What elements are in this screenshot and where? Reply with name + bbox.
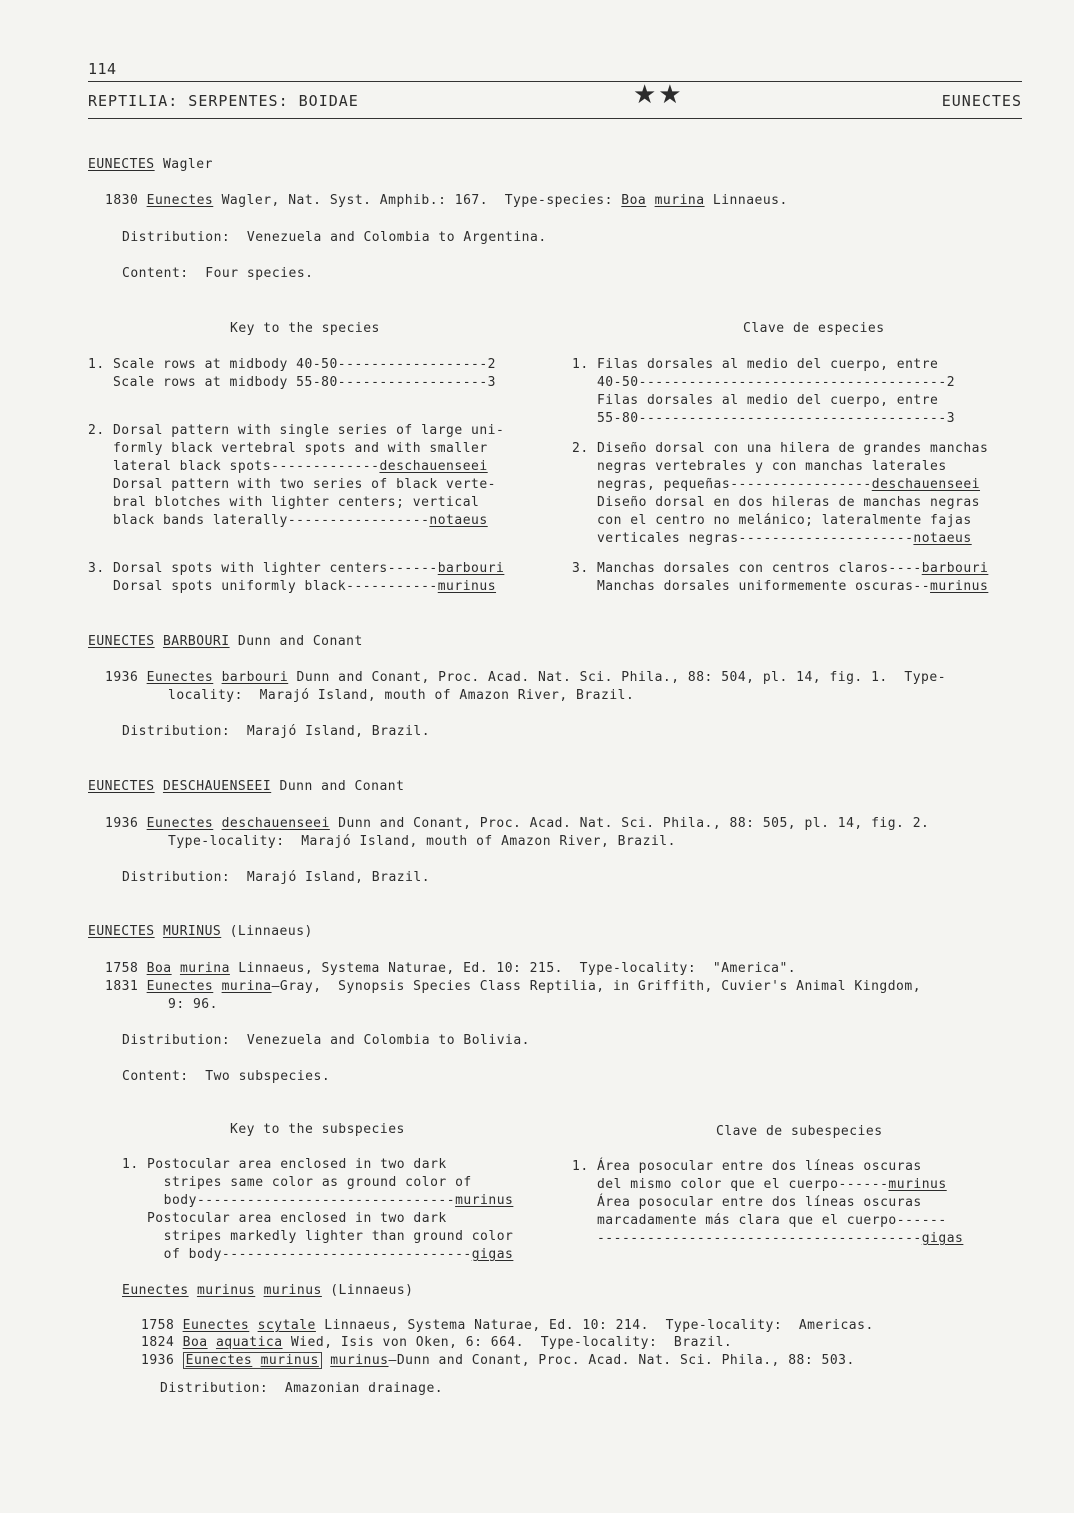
key-line: 3. Manchas dorsales con centros claros----barbouri (572, 561, 989, 576)
key-line: marcadamente más clara que el cuerpo------ (572, 1213, 947, 1228)
key-line: body-------------------------------murinus (122, 1193, 514, 1208)
murinus-synonym-1: 1758 Boa murina Linnaeus, Systema Naturae, Ed. 10: 215. Type-locality: "America". (105, 961, 797, 976)
key-line: 1. Postocular area enclosed in two dark (122, 1157, 447, 1172)
subspecies-key-es (572, 1158, 963, 1248)
species-key-title-es: Clave de especies (743, 321, 885, 336)
key-line: black bands laterally-----------------notaeus (88, 513, 488, 528)
key-line: Diseño dorsal en dos hileras de manchas negras (572, 495, 981, 510)
key-line: Dorsal spots uniformly black-----------murinus (88, 579, 497, 594)
key-line: ---------------------------------------gigas (572, 1231, 964, 1246)
key-taxon: notaeus (429, 513, 488, 528)
murinus-synonym-2: 1831 Eunectes murina—Gray, Synopsis Species Class Reptilia, in Griffith, Cuvier's Animal Kingdom, (105, 979, 922, 994)
key-line: negras vertebrales y con manchas laterales (572, 459, 947, 474)
murinus-murinus-synonym-2: 1824 Boa aquatica Wied, Isis von Oken, 6: 664. Type-locality: Brazil. (141, 1335, 733, 1350)
key-taxon: barbouri (437, 561, 505, 576)
key-taxon: murinus (455, 1193, 514, 1208)
murinus-murinus-synonym-3: 1936 Eunectes murinus murinus—Dunn and Conant, Proc. Acad. Nat. Sci. Phila., 88: 503. (141, 1353, 855, 1368)
key-line: Dorsal pattern with two series of black verte- (88, 477, 497, 492)
key-line: lateral black spots-------------deschauenseei (88, 459, 488, 474)
key-line: Manchas dorsales uniformemente oscuras--murinus (572, 579, 989, 594)
key-taxon: murinus (437, 579, 497, 594)
key-line: 2. Diseño dorsal con una hilera de grandes manchas (572, 441, 989, 456)
key-taxon: murinus (930, 579, 989, 594)
key-line: con el centro no melánico; lateralmente fajas (572, 513, 972, 528)
murinus-distribution: Distribution: Venezuela and Colombia to Bolivia. (122, 1033, 531, 1048)
key-line: 3. Dorsal spots with lighter centers------barbouri (88, 561, 505, 576)
key-line: 1. Área posocular entre dos líneas oscuras (572, 1159, 922, 1174)
key-line: formly black vertebral spots and with smaller (88, 441, 488, 456)
genus-heading: EUNECTES Wagler (88, 157, 213, 172)
key-taxon: gigas (921, 1231, 964, 1246)
key-line: stripes same color as ground color of (122, 1175, 472, 1190)
key-line: 1. Filas dorsales al medio del cuerpo, entre (572, 357, 939, 372)
murinus-murinus-distribution: Distribution: Amazonian drainage. (160, 1381, 444, 1396)
subspecies-key-title-en: Key to the subspecies (230, 1122, 405, 1137)
murinus-heading: EUNECTES MURINUS (Linnaeus) (88, 924, 313, 939)
murinus-murinus-heading: Eunectes murinus murinus (Linnaeus) (122, 1283, 414, 1298)
genus-distribution: Distribution: Venezuela and Colombia to Argentina. (122, 230, 547, 245)
key-taxon: notaeus (913, 531, 972, 546)
key-line: verticales negras---------------------notaeus (572, 531, 972, 546)
murinus-synonym-2-cont: 9: 96. (168, 997, 218, 1012)
key-taxon: murinus (888, 1177, 947, 1192)
key-line: Scale rows at midbody 55-80------------------3 (88, 375, 497, 390)
key-line: del mismo color que el cuerpo------murinus (572, 1177, 947, 1192)
page-number: 114 (88, 60, 117, 78)
key-taxon: deschauenseei (871, 477, 981, 492)
subspecies-key-en (122, 1156, 513, 1264)
key-line: 55-80-------------------------------------3 (572, 411, 956, 426)
header-bottom-rule (88, 118, 1022, 119)
running-title: REPTILIA: SERPENTES: BOIDAE (88, 92, 359, 110)
species-key-es (572, 356, 988, 596)
murinus-content: Content: Two subspecies. (122, 1069, 331, 1084)
key-line: Filas dorsales al medio del cuerpo, entre (572, 393, 939, 408)
species-key-title-en: Key to the species (230, 321, 380, 336)
key-taxon: gigas (471, 1247, 514, 1262)
deschauenseei-distribution: Distribution: Marajó Island, Brazil. (122, 870, 431, 885)
header-top-rule (88, 81, 1022, 82)
genus-citation: 1830 Eunectes Wagler, Nat. Syst. Amphib.: 167. Type-species: Boa murina Linnaeus. (105, 193, 788, 208)
barbouri-distribution: Distribution: Marajó Island, Brazil. (122, 724, 431, 739)
running-genus: EUNECTES (941, 92, 1022, 110)
barbouri-citation: 1936 Eunectes barbouri Dunn and Conant, Proc. Acad. Nat. Sci. Phila., 88: 504, pl. 14, fig. 1. Type- (105, 670, 947, 685)
deschauenseei-citation-cont: Type-locality: Marajó Island, mouth of Amazon River, Brazil. (168, 834, 676, 849)
deschauenseei-citation: 1936 Eunectes deschauenseei Dunn and Conant, Proc. Acad. Nat. Sci. Phila., 88: 505, pl. 14, fig. 2. (105, 816, 930, 831)
key-line: 40-50-------------------------------------2 (572, 375, 956, 390)
key-line: stripes markedly lighter than ground color (122, 1229, 514, 1244)
deschauenseei-heading: EUNECTES DESCHAUENSEEI Dunn and Conant (88, 779, 405, 794)
star-icon: ★★ (633, 80, 684, 110)
barbouri-citation-cont: locality: Marajó Island, mouth of Amazon River, Brazil. (168, 688, 635, 703)
key-line: 2. Dorsal pattern with single series of large uni- (88, 423, 505, 438)
barbouri-heading: EUNECTES BARBOURI Dunn and Conant (88, 634, 363, 649)
subspecies-key-title-es: Clave de subespecies (716, 1124, 883, 1139)
key-line: Postocular area enclosed in two dark (122, 1211, 447, 1226)
key-line: bral blotches with lighter centers; vertical (88, 495, 480, 510)
key-line: 1. Scale rows at midbody 40-50------------------2 (88, 357, 497, 372)
genus-content: Content: Four species. (122, 266, 314, 281)
key-line: of body------------------------------gigas (122, 1247, 514, 1262)
key-taxon: deschauenseei (379, 459, 488, 474)
key-line: Área posocular entre dos líneas oscuras (572, 1195, 922, 1210)
key-taxon: barbouri (921, 561, 989, 576)
species-key-en (88, 356, 504, 596)
murinus-murinus-synonym-1: 1758 Eunectes scytale Linnaeus, Systema Naturae, Ed. 10: 214. Type-locality: Americas. (141, 1318, 874, 1333)
key-line: negras, pequeñas-----------------deschauenseei (572, 477, 981, 492)
